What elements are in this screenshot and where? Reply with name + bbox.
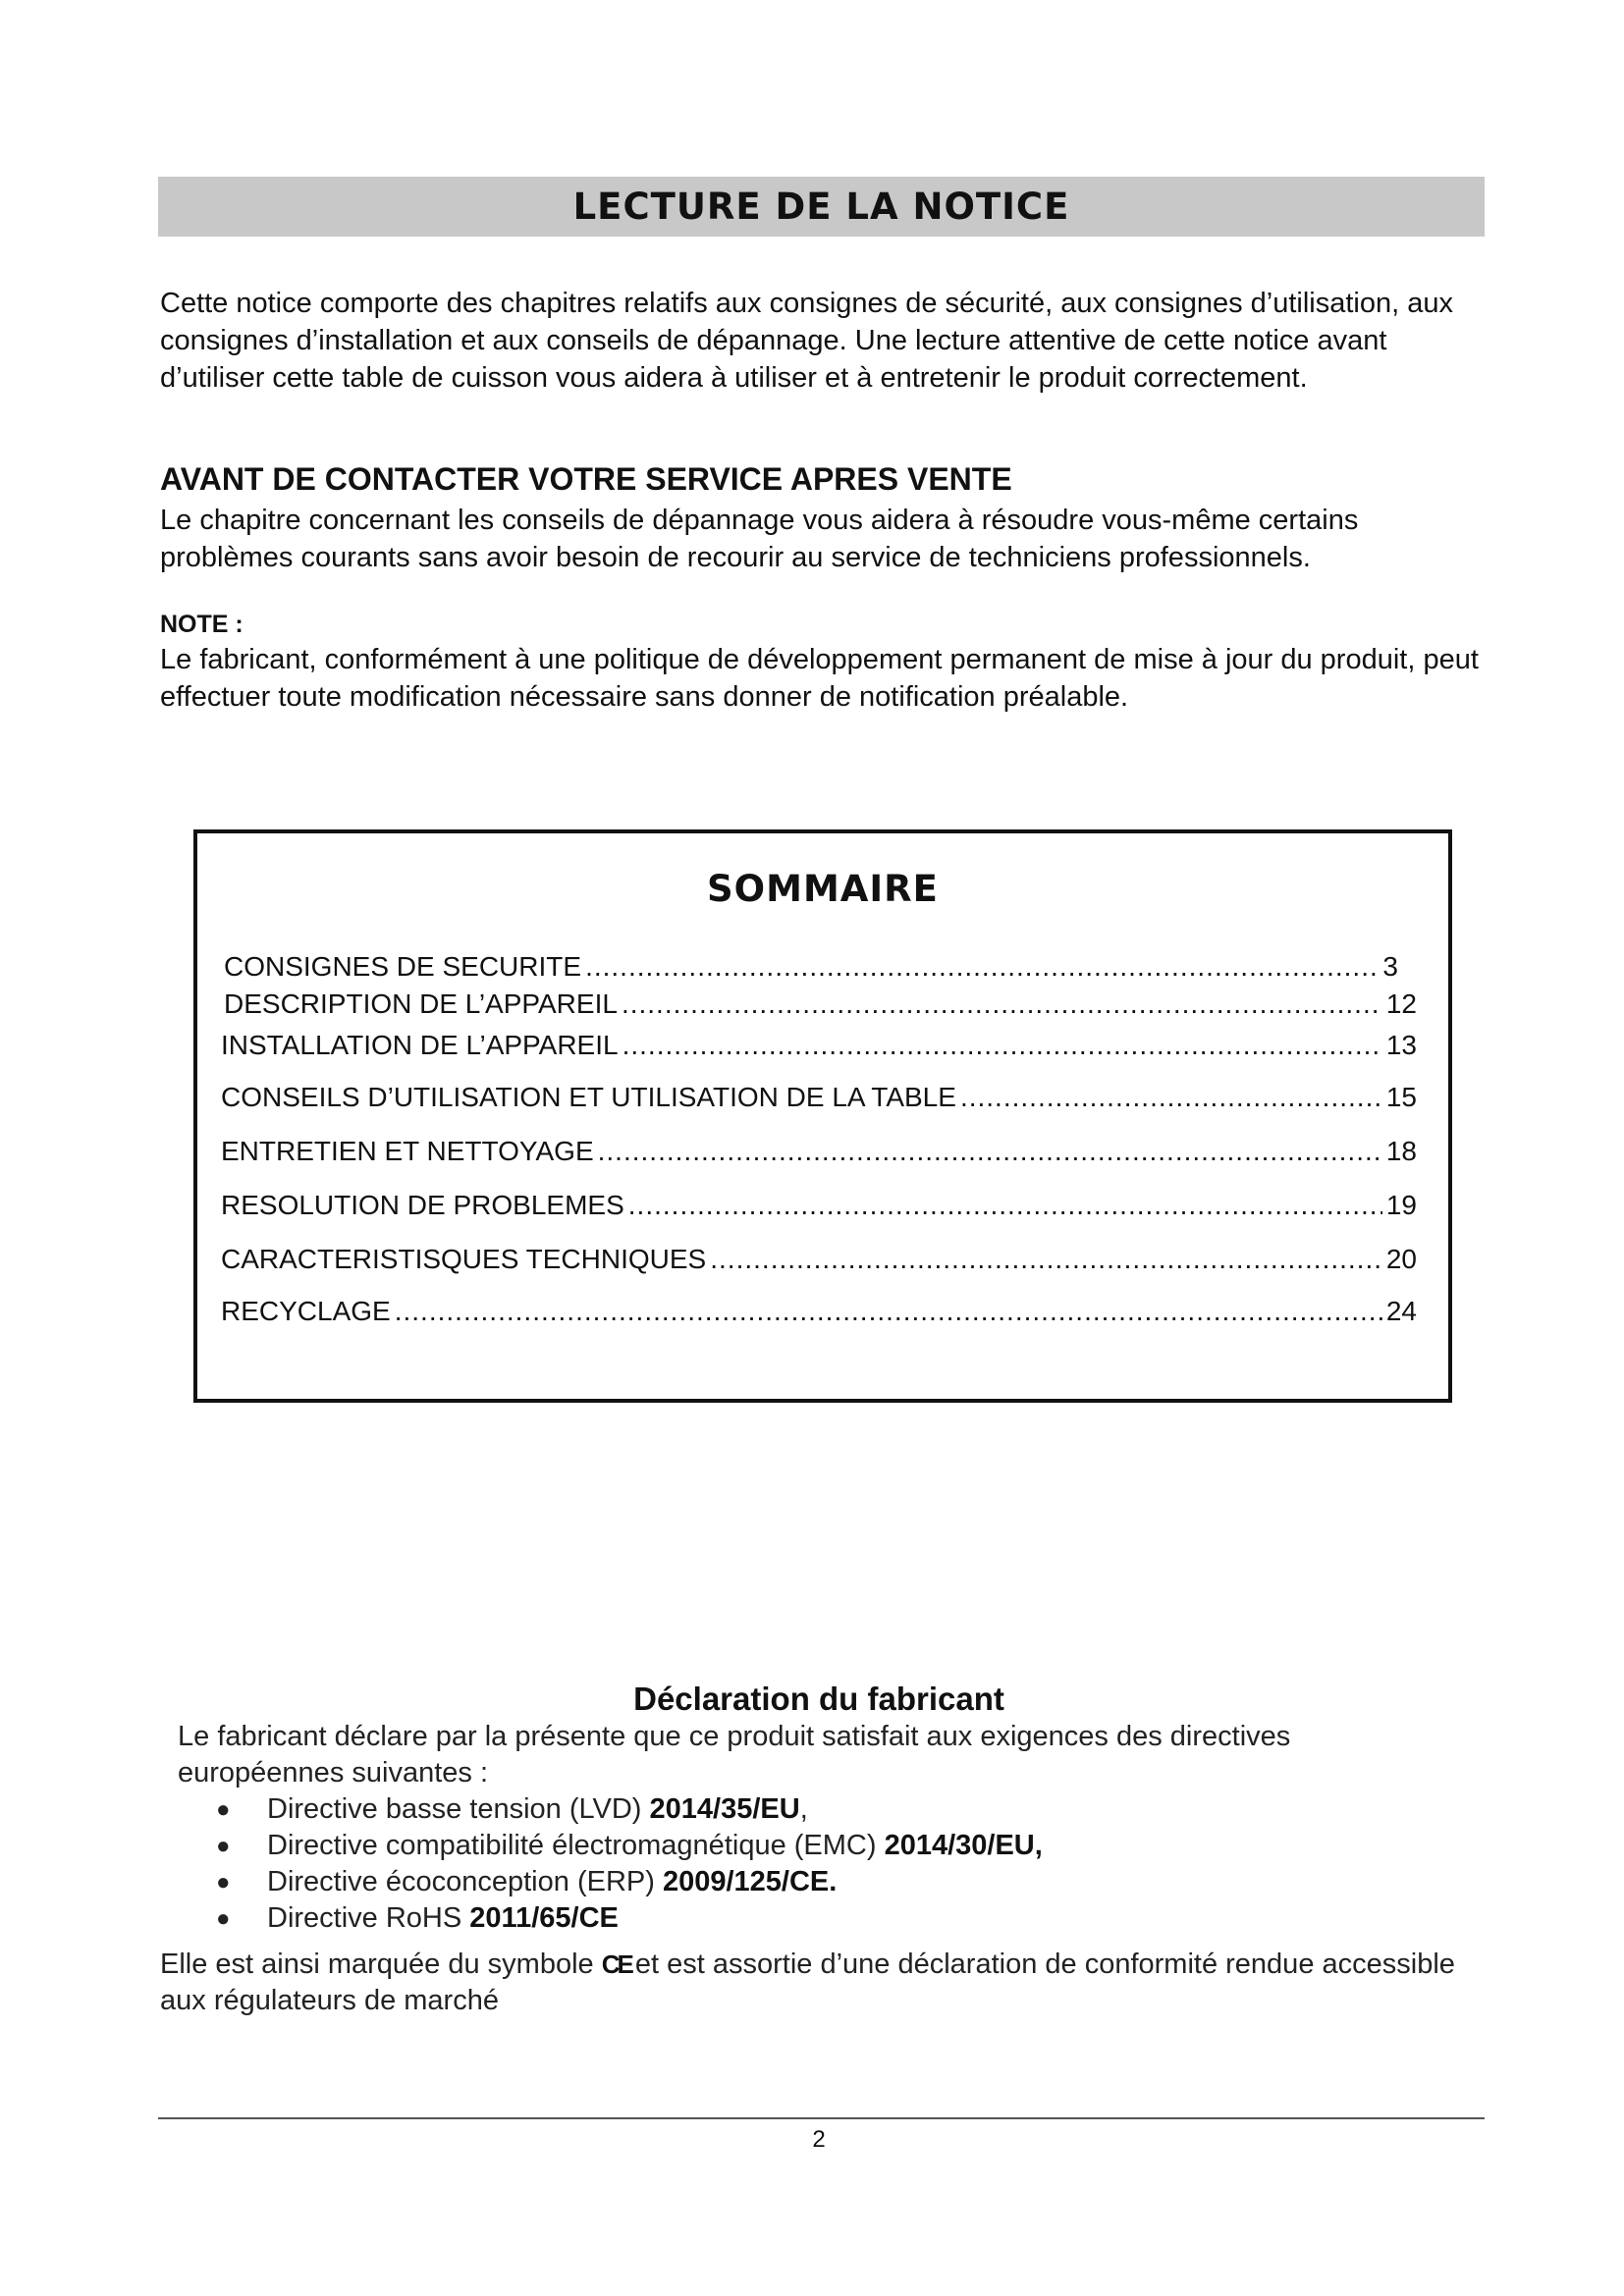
list-item	[0, 1864, 1043, 1900]
toc-entry-label: RESOLUTION DE PROBLEMES	[221, 1190, 624, 1220]
toc-leader-dots	[628, 1190, 1382, 1221]
list-item	[0, 1900, 1043, 1937]
toc-entry[interactable]	[221, 1296, 1417, 1327]
service-heading: AVANT DE CONTACTER VOTRE SERVICE APRES VENTE	[160, 461, 1012, 497]
directive-name: Directive compatibilité électromagnétique (EMC)	[267, 1830, 885, 1861]
footer-text-after: et est assortie d’une déclaration de conformité rendue accessible aux régulateurs de marché	[160, 1949, 1455, 2016]
toc-leader-dots	[960, 1082, 1382, 1113]
toc-entry[interactable]	[221, 1082, 1417, 1113]
bullet-icon: ●	[216, 1905, 231, 1932]
note-paragraph: Le fabricant, conformément à une politique de développement permanent de mise à jour du produit, peut effectuer toute modification nécessaire sans donner de notification préalable.	[160, 644, 1479, 713]
toc-entry-page: 24	[1385, 1296, 1417, 1326]
bullet-icon: ●	[216, 1796, 231, 1823]
toc-leader-dots	[585, 951, 1379, 983]
directive-ref: 2014/35/EU	[649, 1793, 800, 1825]
declaration-title: Déclaration du fabricant	[633, 1681, 1004, 1717]
toc-entry-page: 19	[1385, 1190, 1417, 1220]
directive-name: Directive RoHS	[267, 1902, 470, 1934]
footer-divider	[158, 2117, 1485, 2119]
toc-entry-page: 15	[1385, 1082, 1417, 1112]
service-paragraph: Le chapitre concernant les conseils de dépannage vous aidera à résoudre vous-même certains problèmes courants sans avoir besoin de recourir au service de techniciens professionnels.	[160, 505, 1359, 573]
toc-leader-dots	[395, 1296, 1382, 1327]
toc-entry[interactable]	[221, 1136, 1417, 1167]
toc-entry-page: 20	[1385, 1244, 1417, 1274]
toc-entry-page: 3	[1382, 951, 1398, 982]
toc-leader-dots	[710, 1244, 1382, 1275]
directive-suffix: ,	[799, 1793, 808, 1825]
list-item	[0, 1828, 1043, 1864]
toc-title: SOMMAIRE	[707, 868, 939, 910]
title-banner	[158, 177, 1485, 237]
toc-entry[interactable]	[221, 1190, 1417, 1221]
toc-entry-label: CONSIGNES DE SECURITE	[224, 951, 582, 982]
footer-text-before: Elle est ainsi marquée du symbole	[160, 1949, 602, 1980]
declaration-footer	[160, 1947, 1495, 2019]
list-item	[0, 1791, 1043, 1828]
directive-ref: 2009/125/CE.	[662, 1866, 838, 1897]
toc-entry-label: INSTALLATION DE L’APPAREIL	[221, 1030, 619, 1060]
directive-ref: 2014/30/EU,	[884, 1830, 1043, 1861]
toc-entry-page: 13	[1385, 1030, 1417, 1060]
toc-entry-label: CONSEILS D’UTILISATION ET UTILISATION DE LA TABLE	[221, 1082, 956, 1112]
page-number: 2	[812, 2126, 826, 2153]
directive-name: Directive écoconception (ERP)	[267, 1866, 663, 1897]
toc-entry[interactable]	[221, 1244, 1417, 1275]
toc-entry-label: RECYCLAGE	[221, 1296, 391, 1326]
toc-entry-page: 18	[1385, 1136, 1417, 1166]
toc-entry-label: CARACTERISTISQUES TECHNIQUES	[221, 1244, 707, 1274]
toc-leader-dots	[598, 1136, 1382, 1167]
table-of-contents	[193, 829, 1452, 1403]
intro-paragraph: Cette notice comporte des chapitres relatifs aux consignes de sécurité, aux consignes d’utilisation, aux consignes d’installation et aux conseils de dépannage. Une lecture attentive de cette notice avant d’utiliser cette table de cuisson vous aidera à utiliser et à entretenir le produit correctement.	[160, 288, 1453, 394]
toc-leader-dots	[623, 1030, 1382, 1061]
toc-leader-dots	[622, 988, 1382, 1020]
directive-ref: 2011/65/CE	[469, 1902, 619, 1934]
toc-entry[interactable]	[224, 951, 1398, 983]
toc-entry-page: 12	[1385, 988, 1417, 1019]
bullet-icon: ●	[216, 1869, 231, 1896]
bullet-icon: ●	[216, 1833, 231, 1859]
directive-list	[0, 1791, 1043, 1937]
toc-entry[interactable]	[221, 1030, 1417, 1061]
ce-mark-icon: CE	[601, 1949, 631, 1979]
toc-entry[interactable]	[224, 988, 1417, 1020]
note-label: NOTE :	[160, 611, 244, 638]
directive-name: Directive basse tension (LVD)	[267, 1793, 650, 1825]
toc-entry-label: ENTRETIEN ET NETTOYAGE	[221, 1136, 594, 1166]
page-title: LECTURE DE LA NOTICE	[572, 186, 1070, 228]
toc-entry-label: DESCRIPTION DE L’APPAREIL	[224, 988, 618, 1019]
declaration-paragraph: Le fabricant déclare par la présente que ce produit satisfait aux exigences des directives européennes suivantes :	[178, 1721, 1291, 1789]
